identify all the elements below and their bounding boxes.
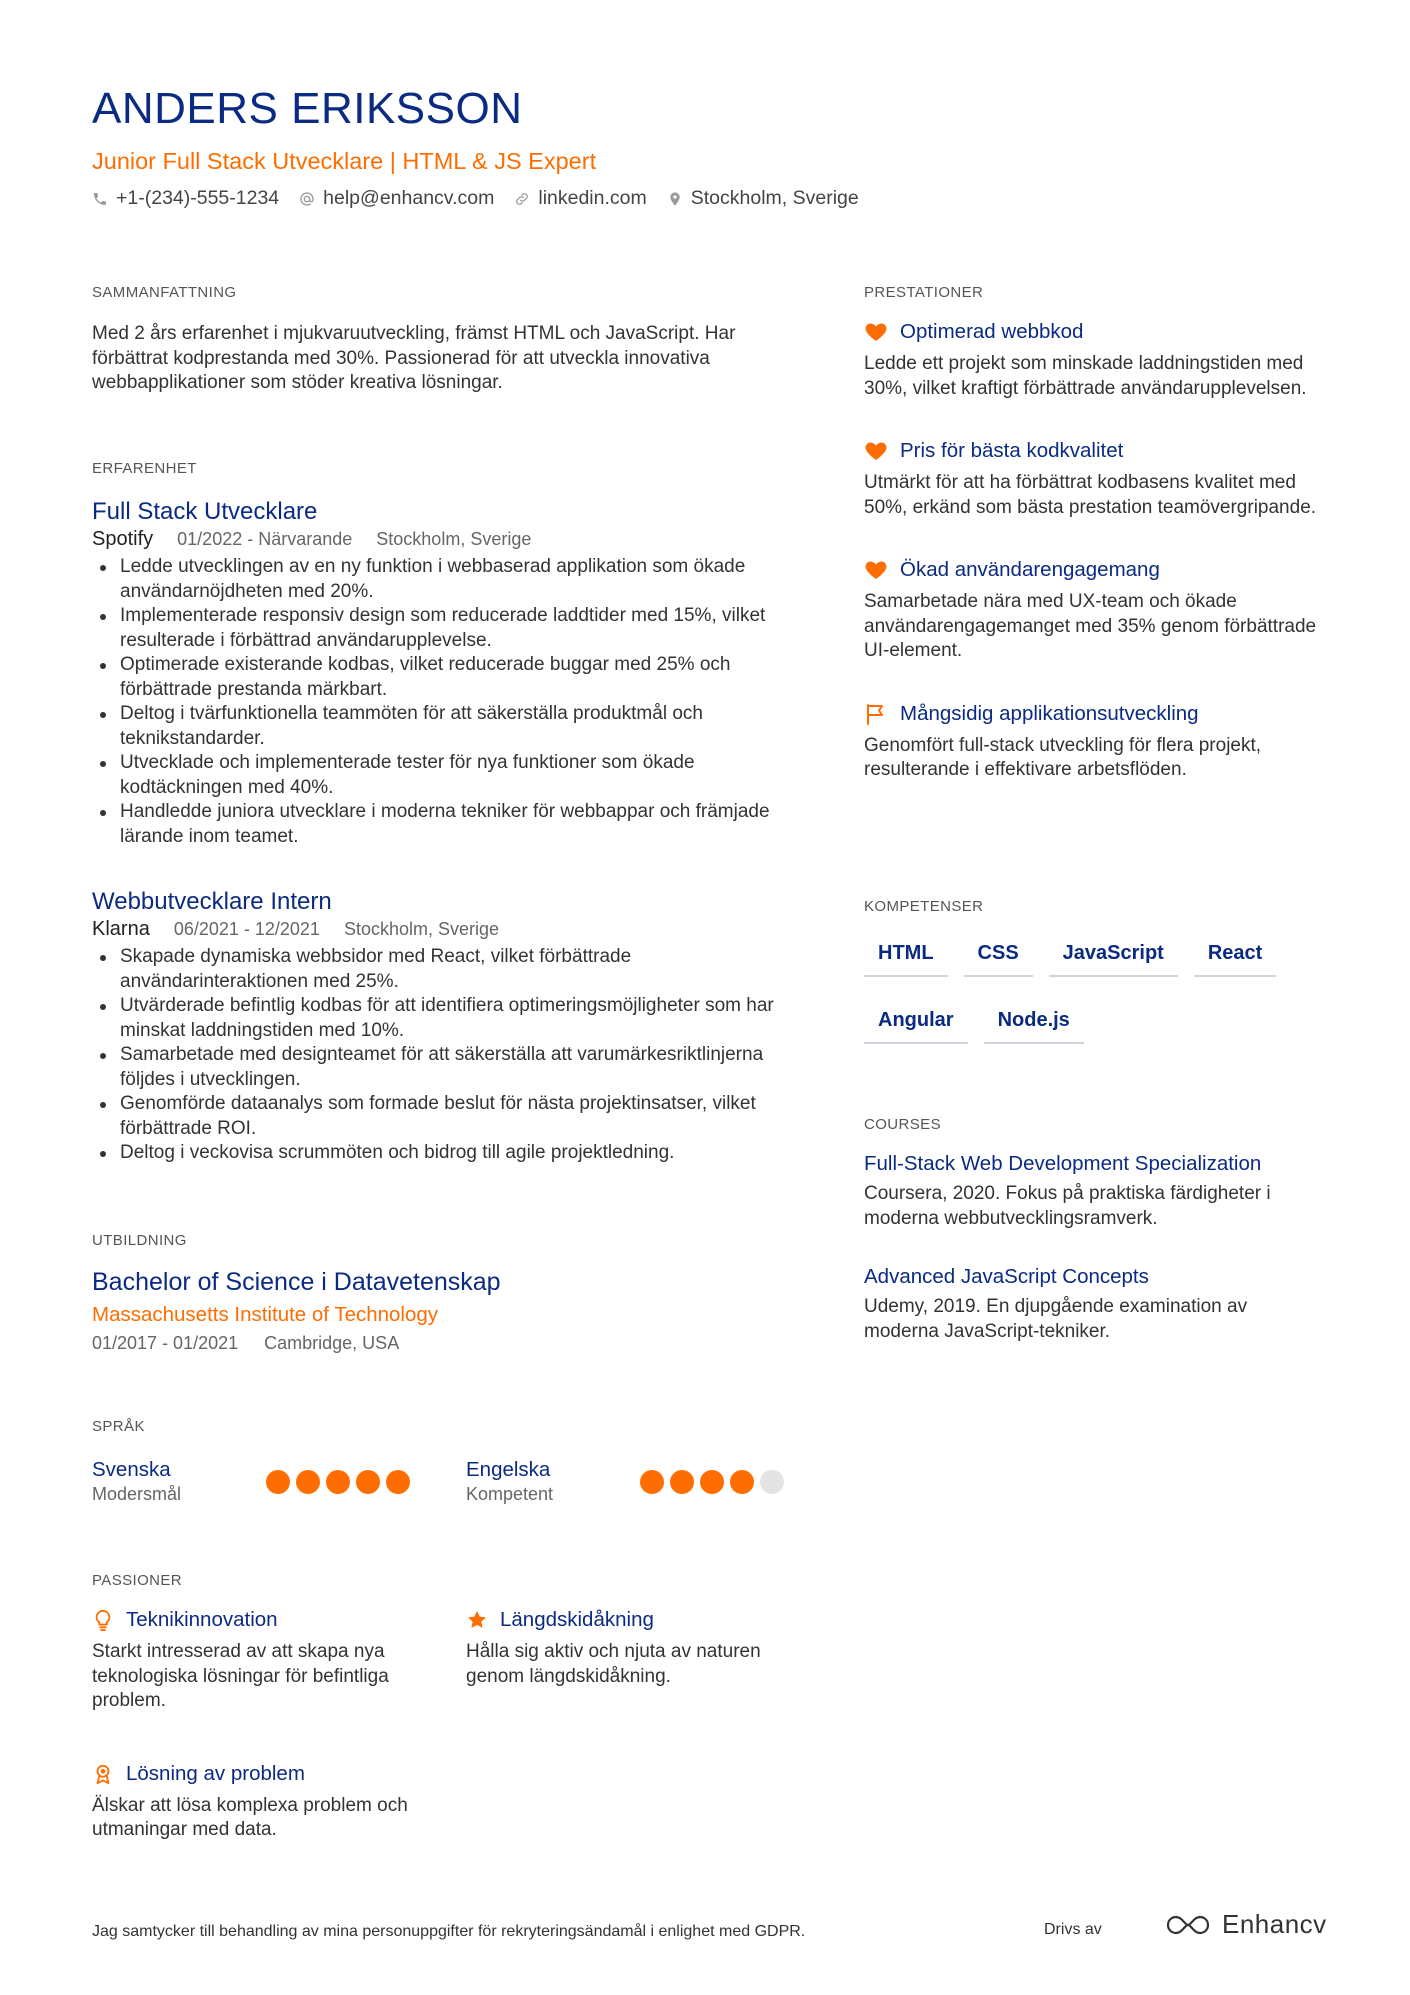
- star-icon: [466, 1609, 488, 1631]
- skills-list: [864, 934, 1324, 1044]
- achievement-header: [864, 320, 1324, 344]
- skill-tag: CSS: [964, 934, 1033, 977]
- achievements-heading: PRESTATIONER: [864, 284, 984, 301]
- achievement-title: Mångsidig applikationsutveckling: [900, 701, 1199, 725]
- achievement-description: Utmärkt för att ha förbättrat kodbasens kvalitet med 50%, erkänd som bästa prestation teamövergripande.: [864, 472, 1317, 518]
- course-title: Advanced JavaScript Concepts: [864, 1265, 1149, 1288]
- summary-text: Med 2 års erfarenhet i mjukvaruutveckling, främst HTML och JavaScript. Har förbättrat kodprestanda med 30%. Passionerad för att utveckla innovativa webbapplikationer som stöder kreativa lösningar.: [92, 323, 736, 393]
- candidate-name: ANDERS ERIKSSON: [92, 84, 523, 133]
- rating-dot: [700, 1470, 724, 1494]
- language-rating: [266, 1470, 410, 1494]
- passion-description: Starkt intresserad av att skapa nya teknologiska lösningar för befintliga problem.: [92, 1641, 389, 1711]
- language-level: Kompetent: [466, 1484, 554, 1504]
- skill-tag: Angular: [864, 1001, 968, 1044]
- passion-item: [466, 1608, 796, 1714]
- achievement-header: [864, 702, 1324, 726]
- language-info: [466, 1458, 553, 1505]
- contact-location: [667, 187, 859, 210]
- email-text[interactable]: help@enhancv.com: [323, 187, 495, 209]
- skill-tag: Node.js: [984, 1001, 1084, 1044]
- passion-description: Hålla sig aktiv och njuta av naturen genom längdskidåkning.: [466, 1641, 761, 1687]
- bullet-item: Deltog i tvärfunktionella teammöten för att säkerställa produktmål och teknikstandarder.: [92, 702, 792, 751]
- achievement-description: Ledde ett projekt som minskade laddningstiden med 30%, vilket kraftigt förbättrade användarupplevelsen.: [864, 353, 1307, 399]
- bullet-item: Genomförde dataanalys som formade beslut för nästa projektinsatser, vilket förbättrade ROI.: [92, 1092, 792, 1141]
- rating-dot: [730, 1470, 754, 1494]
- achievement-title: Ökad användarengagemang: [900, 558, 1160, 581]
- education-school: Massachusetts Institute of Technology: [92, 1303, 439, 1326]
- courses-list: [864, 1152, 1324, 1344]
- job-bullets: [92, 555, 792, 849]
- job-location: Stockholm, Sverige: [376, 529, 532, 549]
- phone-icon: [92, 191, 108, 207]
- bullet-item: Ledde utvecklingen av en ny funktion i webbaserad applikation som ökade användarnöjdheten med 20%.: [92, 555, 792, 604]
- location-text: Stockholm, Sverige: [690, 187, 859, 209]
- passion-title: Lösning av problem: [126, 1761, 305, 1785]
- course-description: Udemy, 2019. En djupgående examination av moderna JavaScript-tekniker.: [864, 1296, 1248, 1342]
- flag-icon: [864, 702, 888, 726]
- award-icon: [92, 1763, 114, 1785]
- rating-dot: [356, 1470, 380, 1494]
- lightbulb-icon: [92, 1609, 114, 1631]
- course-item: [864, 1265, 1324, 1344]
- language-info: [92, 1458, 181, 1505]
- heart-icon: [864, 558, 888, 582]
- rating-dot: [296, 1470, 320, 1494]
- bullet-item: Handledde juniora utvecklare i moderna tekniker för webbappar och främjade lärande inom teamet.: [92, 800, 792, 849]
- achievement-item: [864, 439, 1324, 520]
- courses-heading: COURSES: [864, 1116, 941, 1133]
- education-heading: UTBILDNING: [92, 1232, 187, 1249]
- languages-heading: SPRÅK: [92, 1418, 145, 1435]
- achievement-title: Pris för bästa kodkvalitet: [900, 439, 1124, 462]
- bullet-item: Utvärderade befintlig kodbas för att identifiera optimeringsmöjligheter som har minskat laddningstiden med 10%.: [92, 994, 792, 1043]
- gdpr-consent: Jag samtycker till behandling av mina personuppgifter för rekryteringsändamål i enlighet med GDPR.: [92, 1923, 806, 1940]
- passion-item: [92, 1608, 466, 1714]
- job-meta: [92, 918, 792, 941]
- phone-text: +1-(234)-555-1234: [116, 187, 280, 209]
- location-pin-icon: [667, 191, 683, 207]
- skills-heading: KOMPETENSER: [864, 898, 984, 915]
- job-location: Stockholm, Sverige: [343, 919, 500, 939]
- job-title: Webbutvecklare Intern: [92, 888, 332, 915]
- passion-title: Längdskidåkning: [500, 1608, 654, 1631]
- education-degree: Bachelor of Science i Datavetenskap: [92, 1268, 501, 1296]
- job-entry: [92, 498, 792, 849]
- contact-phone: [92, 187, 279, 210]
- education-location: Cambridge, USA: [264, 1333, 400, 1353]
- heart-icon: [864, 439, 888, 463]
- rating-dot: [326, 1470, 350, 1494]
- enhancv-logo-icon: [1164, 1912, 1212, 1938]
- course-title: Full-Stack Web Development Specialization: [864, 1152, 1262, 1175]
- passion-item: [92, 1762, 466, 1843]
- at-icon: [299, 191, 315, 207]
- achievement-header: [864, 439, 1324, 463]
- rating-dot: [640, 1470, 664, 1494]
- achievements-list: [864, 320, 1324, 821]
- heart-icon: [864, 320, 888, 344]
- achievement-header: [864, 558, 1324, 582]
- language-rating: [640, 1470, 784, 1494]
- enhancv-logo[interactable]: [1164, 1909, 1327, 1940]
- skill-tag: HTML: [864, 934, 948, 977]
- achievement-item: [864, 558, 1324, 664]
- job-bullets: [92, 945, 792, 1166]
- bullet-item: Skapade dynamiska webbsidor med React, vilket förbättrade användarinteraktionen med 25%.: [92, 945, 792, 994]
- contact-email[interactable]: [299, 187, 494, 210]
- education-entry: [92, 1268, 792, 1354]
- passion-header: [466, 1608, 796, 1632]
- achievement-item: [864, 320, 1324, 401]
- powered-by-label: Drivs av: [1044, 1921, 1102, 1938]
- languages-list: [92, 1458, 792, 1505]
- job-company: Spotify: [92, 528, 154, 550]
- contact-bar: [92, 187, 859, 210]
- education-dates: 01/2017 - 01/2021: [92, 1333, 239, 1353]
- rating-dot: [760, 1470, 784, 1494]
- experience-heading: ERFARENHET: [92, 460, 197, 477]
- skill-tag: React: [1194, 934, 1276, 977]
- bullet-item: Samarbetade med designteamet för att säkerställa att varumärkesriktlinjerna följdes i utvecklingen.: [92, 1043, 792, 1092]
- passion-title: Teknikinnovation: [126, 1608, 278, 1631]
- achievement-title: Optimerad webbkod: [900, 320, 1084, 343]
- job-meta: [92, 528, 792, 551]
- summary-heading: SAMMANFATTNING: [92, 284, 237, 301]
- job-dates: 06/2021 - 12/2021: [173, 919, 320, 939]
- achievement-description: Samarbetade nära med UX-team och ökade användarengagemanget med 35% genom förbättrade UI-element.: [864, 591, 1317, 661]
- rating-dot: [386, 1470, 410, 1494]
- course-item: [864, 1152, 1324, 1231]
- course-description: Coursera, 2020. Fokus på praktiska färdigheter i moderna webbutvecklingsramverk.: [864, 1183, 1271, 1229]
- passion-description: Älskar att lösa komplexa problem och utmaningar med data.: [92, 1794, 408, 1840]
- achievement-description: Genomfört full-stack utveckling för flera projekt, resulterande i effektivare arbetsflöden.: [864, 734, 1262, 780]
- job-dates: 01/2022 - Närvarande: [177, 529, 353, 549]
- rating-dot: [266, 1470, 290, 1494]
- job-entry: [92, 888, 792, 1166]
- language-item: [466, 1458, 784, 1505]
- language-name: Svenska: [92, 1458, 171, 1481]
- job-company: Klarna: [92, 918, 150, 940]
- skill-tag: JavaScript: [1049, 934, 1178, 977]
- achievement-item: [864, 702, 1324, 783]
- language-item: [92, 1458, 410, 1505]
- bullet-item: Optimerade existerande kodbas, vilket reducerade buggar med 25% och förbättrade prestanda märkbart.: [92, 653, 792, 702]
- education-meta: [92, 1333, 792, 1354]
- passions-heading: PASSIONER: [92, 1572, 183, 1589]
- candidate-subtitle: Junior Full Stack Utvecklare | HTML & JS Expert: [92, 148, 597, 174]
- language-name: Engelska: [466, 1458, 551, 1481]
- link-icon: [514, 191, 530, 207]
- linkedin-text[interactable]: linkedin.com: [538, 187, 647, 209]
- bullet-item: Utvecklade och implementerade tester för nya funktioner som ökade kodtäckningen med 40%.: [92, 751, 792, 800]
- bullet-item: Implementerade responsiv design som reducerade laddtider med 15%, vilket resulterade i förbättrad användarupplevelse.: [92, 604, 792, 653]
- enhancv-logo-text: Enhancv: [1222, 1909, 1327, 1939]
- job-title: Full Stack Utvecklare: [92, 498, 318, 525]
- passion-header: [92, 1608, 466, 1632]
- passions-list: [92, 1608, 792, 1843]
- passion-header: [92, 1762, 466, 1786]
- bullet-item: Deltog i veckovisa scrummöten och bidrog till agile projektledning.: [92, 1141, 792, 1166]
- language-level: Modersmål: [92, 1484, 182, 1504]
- contact-linkedin[interactable]: [514, 187, 646, 210]
- rating-dot: [670, 1470, 694, 1494]
